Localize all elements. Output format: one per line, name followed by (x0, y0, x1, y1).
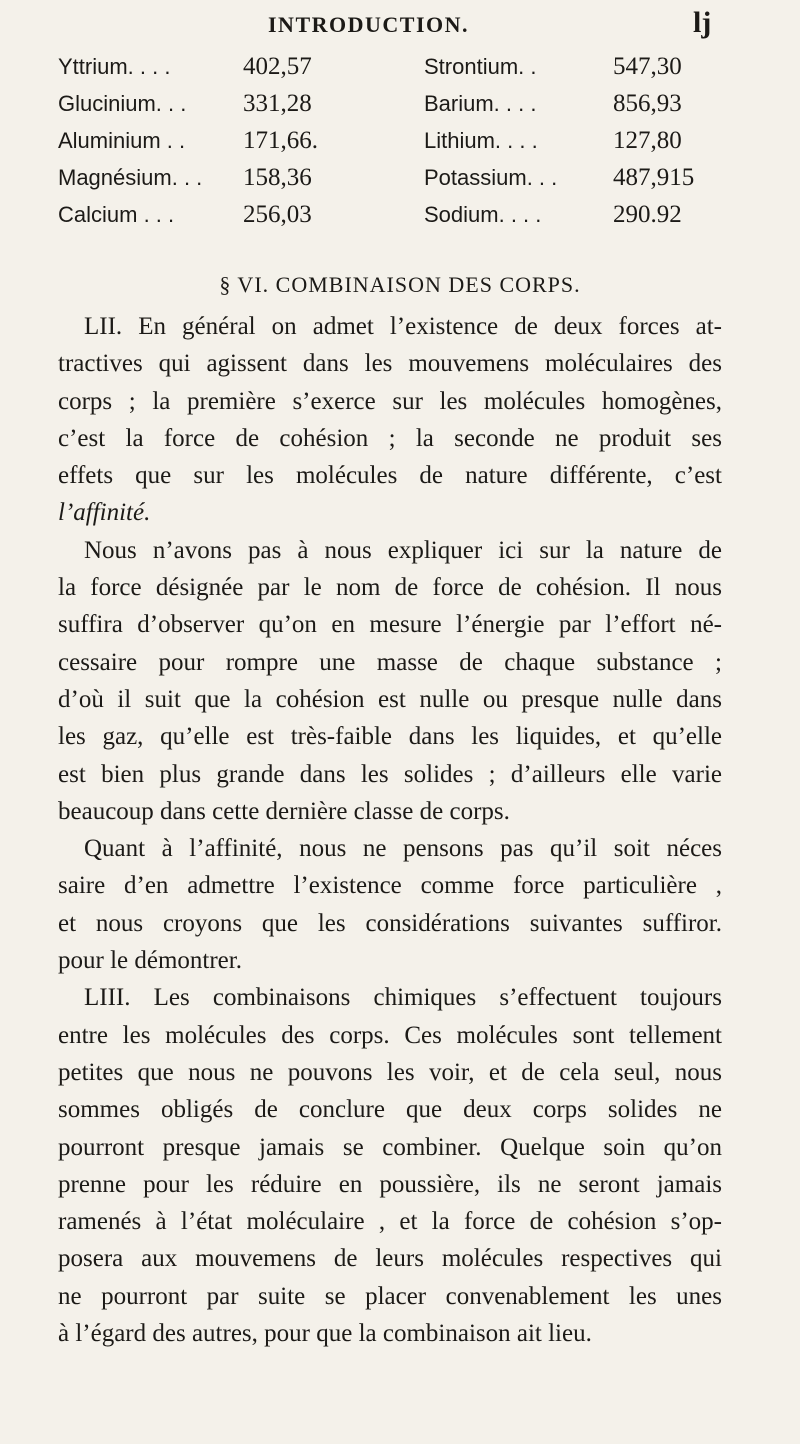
text-line: pourront presque jamais se combiner. Quelque soin qu’on (58, 1133, 722, 1161)
text-line: saire d’en admettre l’existence comme force particulière , (58, 872, 722, 900)
element-value: 487,915 (613, 164, 695, 191)
page-number: lj (693, 6, 712, 39)
text-line: LII. En général on admet l’existence de deux forces at- (84, 313, 722, 340)
text-line: c’est la force de cohésion ; la seconde ne produit ses (58, 424, 722, 452)
text-line: à l’égard des autres, pour que la combinaison ait lieu. (58, 1320, 592, 1348)
text-line: prenne pour les réduire en poussière, ils ne seront jamais (58, 1170, 722, 1198)
element-value: 290.92 (613, 201, 682, 228)
element-value: 158,36 (243, 164, 312, 191)
text-line: les gaz, qu’elle est très-faible dans les liquides, et qu’elle (58, 723, 722, 751)
text-line: et nous croyons que les considérations suivantes suffiror. (58, 909, 722, 937)
text-line: entre les molécules des corps. Ces molécules sont tellement (58, 1021, 722, 1049)
element-name: Potassium. . . (424, 165, 558, 190)
running-title: INTRODUCTION. (268, 12, 470, 37)
table-row (0, 196, 800, 233)
table-row (0, 48, 800, 85)
text-line: posera aux mouvemens de leurs molécules respectives qui (58, 1245, 722, 1273)
element-value: 256,03 (243, 201, 312, 228)
text-line: suffira d’observer qu’on en mesure l’énergie par l’effort né- (58, 611, 722, 639)
table-row (0, 122, 800, 159)
text-line: la force désignée par le nom de force de cohésion. Il nous (58, 574, 722, 602)
text-line: corps ; la première s’exerce sur les molécules homogènes, (58, 387, 722, 415)
element-name: Glucinium. . . (58, 91, 187, 116)
text-line: petites que nous ne pouvons les voir, et de cela seul, nous (58, 1058, 722, 1086)
element-name: Strontium. . (424, 54, 537, 79)
text-line: l’affinité. (58, 499, 151, 527)
atomic-weights-table (0, 48, 800, 233)
element-name: Yttrium. . . . (58, 54, 171, 79)
running-head (0, 4, 800, 44)
element-value: 171,66. (243, 127, 318, 154)
element-value: 547,30 (613, 53, 682, 80)
table-row (0, 159, 800, 196)
text-line: pour le démontrer. (58, 947, 242, 975)
text-line: beaucoup dans cette dernière classe de corps. (58, 797, 510, 825)
text-line: cessaire pour rompre une masse de chaque substance ; (58, 648, 722, 676)
element-name: Lithium. . . . (424, 128, 538, 153)
text-line: Quant à l’affinité, nous ne pensons pas qu’il soit néces (84, 835, 722, 863)
element-value: 402,57 (243, 53, 312, 80)
text-line: effets que sur les molécules de nature différente, c’est (58, 462, 722, 490)
text-line: sommes obligés de conclure que deux corps solides ne (58, 1096, 722, 1124)
table-row (0, 85, 800, 122)
text-line: ne pourront par suite se placer convenablement les unes (58, 1282, 722, 1310)
element-name: Magnésium. . . (58, 165, 203, 190)
section-heading: § VI. COMBINAISON DES CORPS. (219, 272, 581, 297)
element-name: Sodium. . . . (424, 202, 542, 227)
text-line: ramenés à l’état moléculaire , et la force de cohésion s’op- (58, 1208, 722, 1236)
element-name: Aluminium . . (58, 128, 186, 153)
element-value: 331,28 (243, 90, 312, 117)
element-name: Calcium . . . (58, 202, 175, 227)
element-value: 856,93 (613, 90, 682, 117)
element-value: 127,80 (613, 127, 682, 154)
text-line: tractives qui agissent dans les mouvemens moléculaires des (58, 350, 722, 378)
text-line: LIII. Les combinaisons chimiques s’effectuent toujours (84, 984, 722, 1012)
text-line: Nous n’avons pas à nous expliquer ici sur la nature de (84, 536, 722, 564)
body-text (58, 308, 722, 1352)
text-line: est bien plus grande dans les solides ; d’ailleurs elle varie (58, 760, 722, 788)
element-name: Barium. . . . (424, 91, 537, 116)
text-line: d’où il suit que la cohésion est nulle ou presque nulle dans (58, 685, 722, 713)
